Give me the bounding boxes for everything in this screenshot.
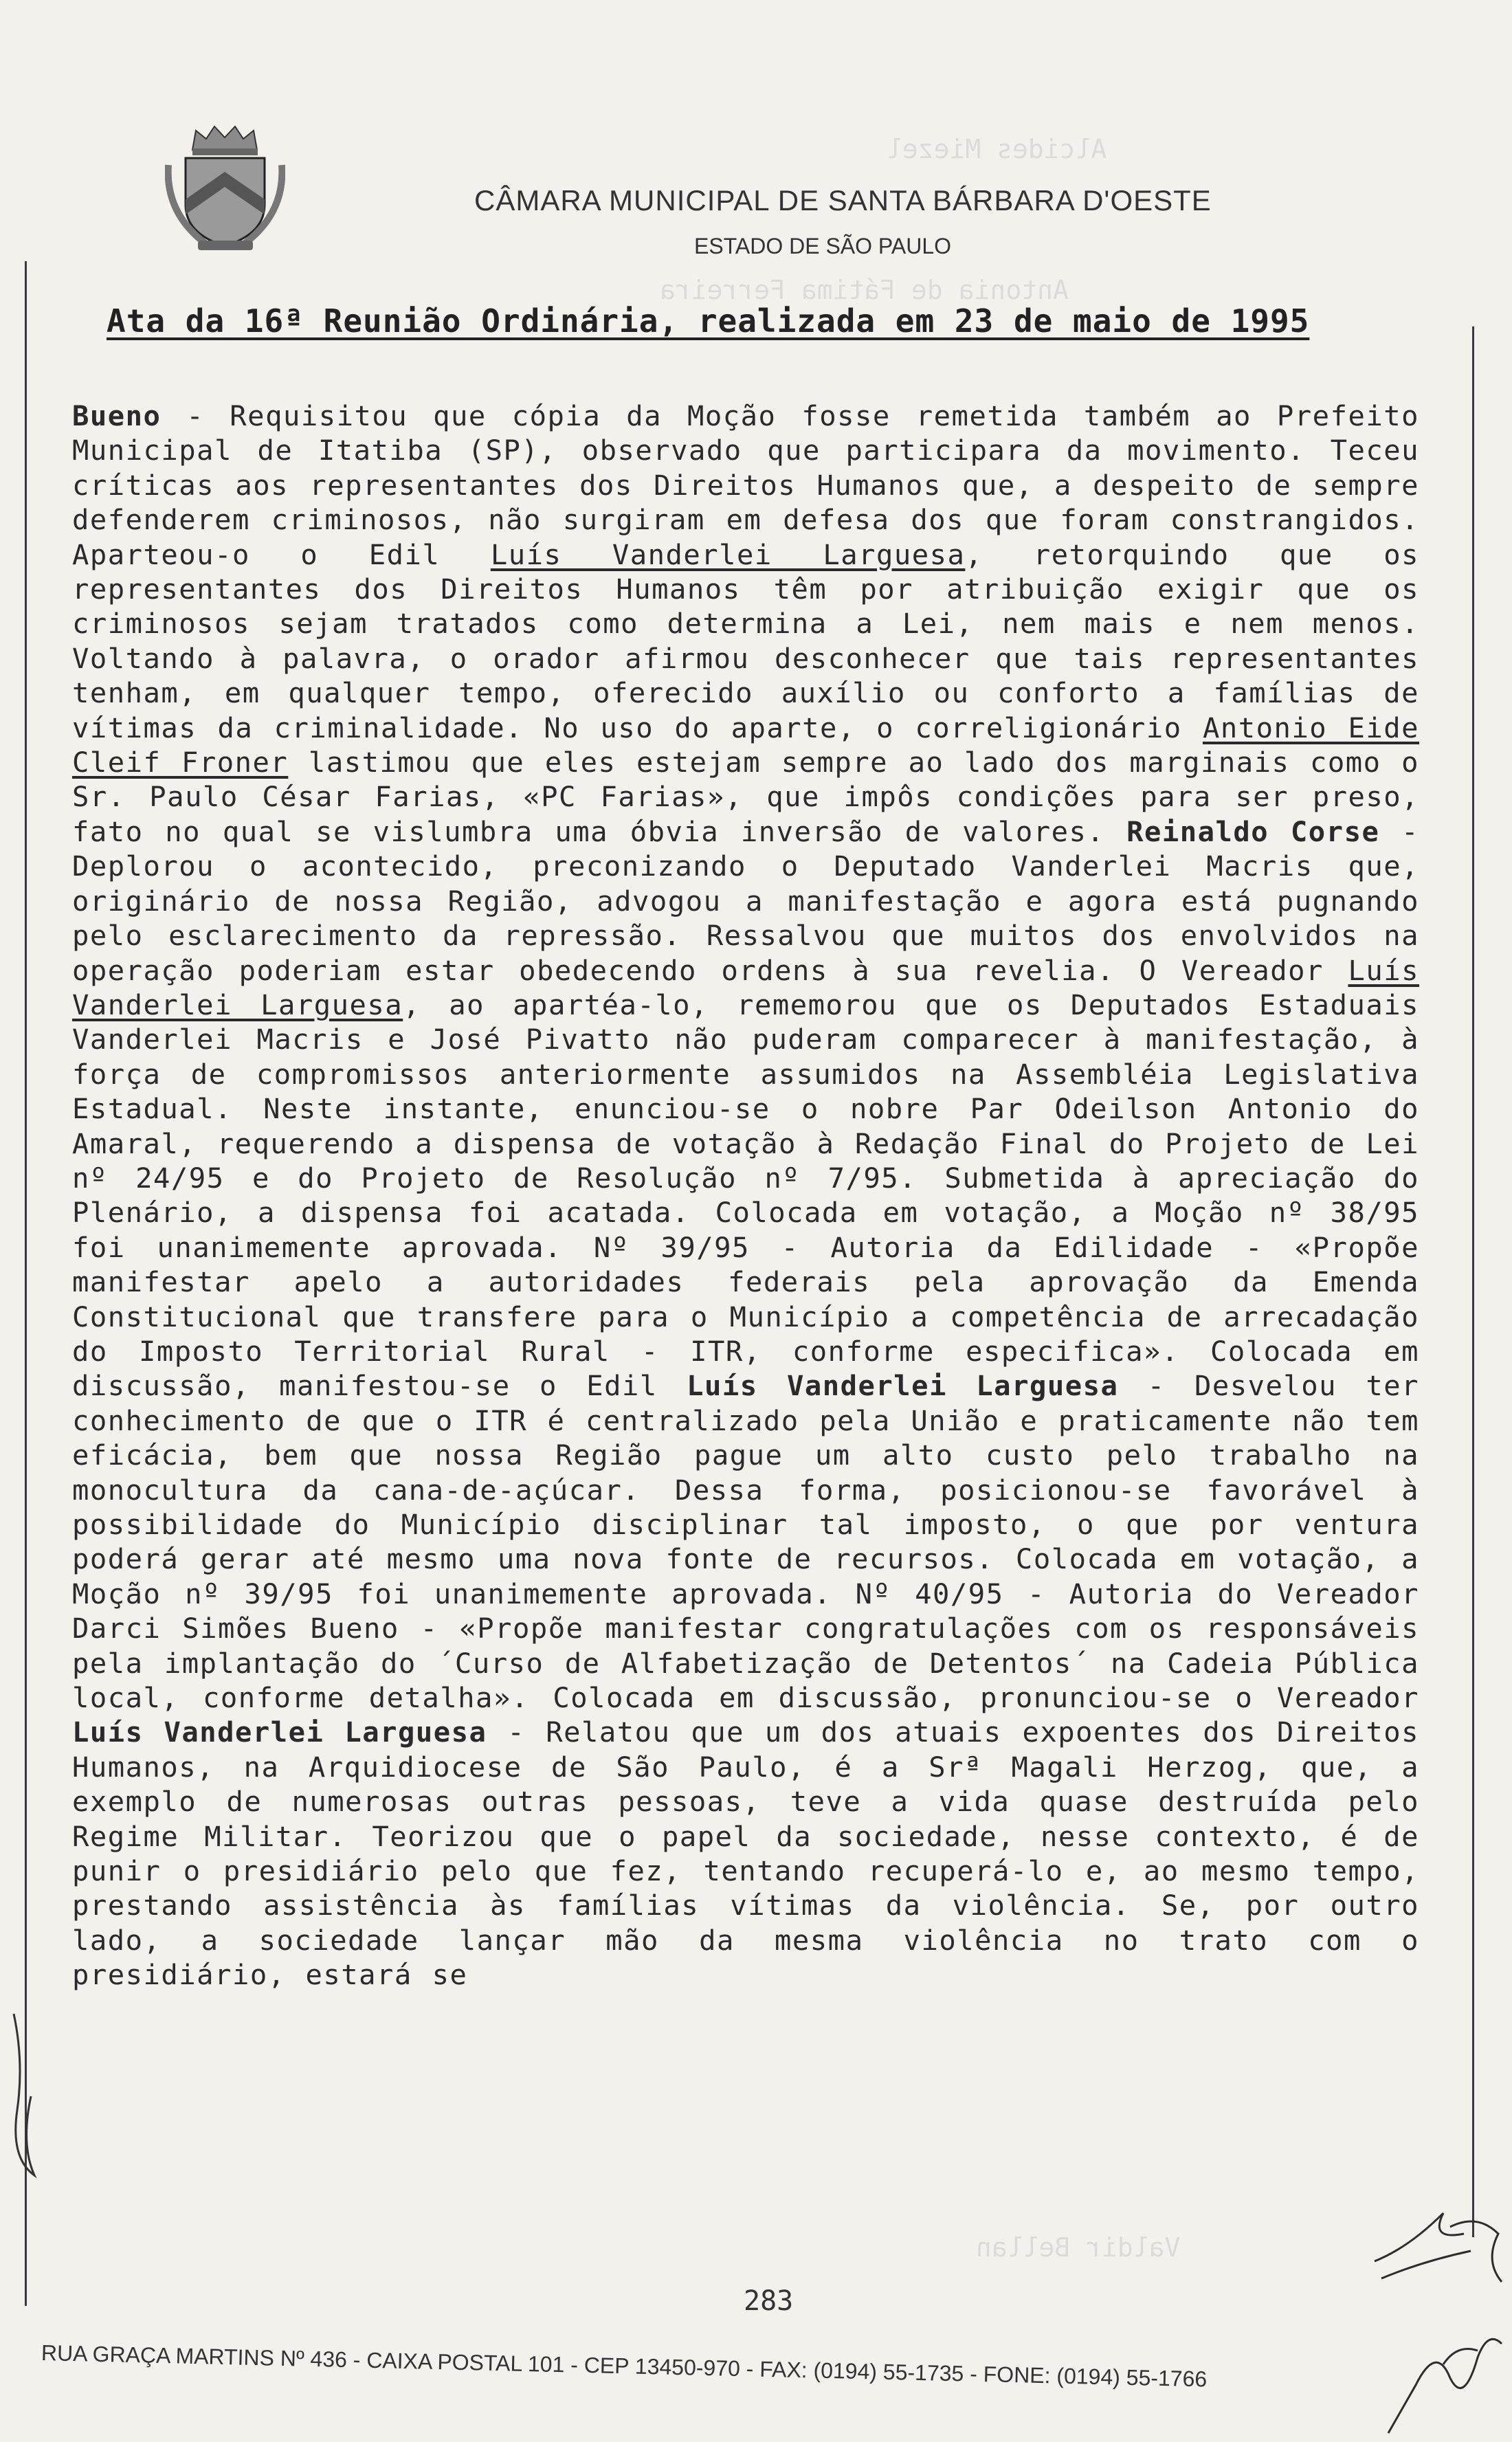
chamber-name: CÂMARA MUNICIPAL DE SANTA BÁRBARA D'OESTE [474, 184, 1212, 217]
margin-signature-icon [0, 2007, 48, 2186]
text-run: , ao apartéa-lo, rememorou que os Deputados Estaduais Vanderlei Macris e José Pivatto não puderam comparecer à manifestação, à força de compromissos anteriormente assumidos na Assembléia Legislativa Estadual. Neste instante, enunciou-se o nobre Par Odeilson Antonio do Amaral, requerendo a dispensa de votação à Redação Final do Projeto de Lei nº 24/95 e do Projeto de Resolução nº 7/95. Submetida à apreciação do Plenário, a dispensa foi acatada. Colocada em votação, a Moção nº 38/95 foi unanimemente aprovada. Nº 39/95 - Autoria da Edilidade - «Propõe manifestar apelo a autoridades federais pela aprovação da Emenda Constitucional que transfere para o Município a competência de arrecadação do Imposto Territorial Rural - ITR, conforme especifica». Colocada em discussão, manifestou-se o Edil [72, 988, 1419, 1403]
speaker-name: Luís Vanderlei Larguesa [72, 1716, 487, 1749]
text-run: , retorquindo que os representantes dos Direitos Humanos têm por atribuição exigir que os criminosos sejam tratados como determina a Lei, nem mais e nem menos. Voltando à palavra, o orador afirmou desconhecer que tais representantes tenham, em qualquer tempo, oferecido auxílio ou conforto a famílias de vítimas da criminalidade. No uso do aparte, o correligionário [72, 537, 1419, 744]
speaker-name: Bueno [72, 399, 162, 432]
bleed-through-text: Antonia de Fátima Ferreira [660, 275, 1069, 305]
right-margin-rule [1472, 326, 1474, 2237]
municipal-crest-icon [165, 124, 285, 254]
speaker-name: Luís Vanderlei Larguesa [687, 1369, 1119, 1403]
document-title: Ata da 16ª Reunião Ordinária, realizada em 23 de maio de 1995 [107, 302, 1310, 340]
text-run: - Deplorou o acontecido, preconizando o Deputado Vanderlei Macris que, originário de nossa Região, advogou a manifestação e agora está pugnando pelo esclarecimento da repressão. Ressalvou que muitos dos envolvidos na operação poderiam estar obedecendo ordens à sua revelia. O Vereador [72, 814, 1419, 987]
apartee-name: Antonio Eide Cleif Froner [72, 711, 1419, 779]
text-run: lastimou que eles estejam sempre ao lado dos marginais como o Sr. Paulo César Farias, «PC Farias», que impôs condições para ser preso, fato no qual se vislumbra uma óbvia inversão de valores. [72, 746, 1419, 848]
text-run: - Relatou que um dos atuais expoentes dos Direitos Humanos, na Arquidiocese de São Paulo, é a Srª Magali Herzog, que, a exemplo de numerosas outras pessoas, teve a vida quase destruída pelo Regime Militar. Teorizou que o papel da sociedade, nesse contexto, é de punir o presidiário pelo que fez, tentando recuperá-lo e, ao mesmo tempo, prestando assistência às famílias vítimas da violência. Se, por outro lado, a sociedade lançar mão da mesma violência no trato com o presidiário, estará se [72, 1716, 1419, 1992]
bleed-through-text: Alcides Miezel [887, 134, 1107, 164]
left-margin-rule [25, 261, 27, 2306]
apartee-name: Luís Vanderlei Larguesa [72, 953, 1419, 1021]
text-run: - Desvelou ter conhecimento de que o ITR é centralizado pela União e praticamente não tem eficácia, bem que nossa Região pague um alto custo pelo trabalho na monocultura da cana-de-açúcar. Dessa forma, posicionou-se favorável à possibilidade do Município disciplinar tal imposto, o que por ventura poderá gerar até mesmo uma nova fonte de recursos. Colocada em votação, a Moção nº 39/95 foi unanimemente aprovada. Nº 40/95 - Autoria do Vereador Darci Simões Bueno - «Propõe manifestar congratulações com os responsáveis pela implantação do ´Curso de Alfabetização de Detentos´ na Cadeia Pública local, conforme detalha». Colocada em discussão, pronunciou-se o Vereador [72, 1369, 1420, 1715]
initials-signature-icon [1368, 2186, 1505, 2296]
apartee-name: Luís Vanderlei Larguesa [490, 537, 966, 571]
text-run: - Requisitou que cópia da Moção fosse remetida também ao Prefeito Municipal de Itatiba (SP), observado que participara da movimento. Teceu críticas aos representantes dos Direitos Humanos que, a despeito de sempre defenderem criminosos, não surgiram em defesa dos que foram constrangidos. Aparteou-o o Edil [72, 399, 1419, 571]
minutes-body-text [72, 399, 1419, 1993]
page-number: 283 [744, 2285, 794, 2317]
state-name: ESTADO DE SÃO PAULO [694, 234, 952, 258]
bleed-through-text: Valdir Bellan [976, 2232, 1181, 2263]
signature-icon [1375, 2302, 1512, 2440]
footer-address: RUA GRAÇA MARTINS Nº 436 - CAIXA POSTAL 101 - CEP 13450-970 - FAX: (0194) 55-1735 - FONE: (0194) 55-1766 [41, 2340, 1208, 2392]
speaker-name: Reinaldo Corse [1126, 814, 1380, 848]
